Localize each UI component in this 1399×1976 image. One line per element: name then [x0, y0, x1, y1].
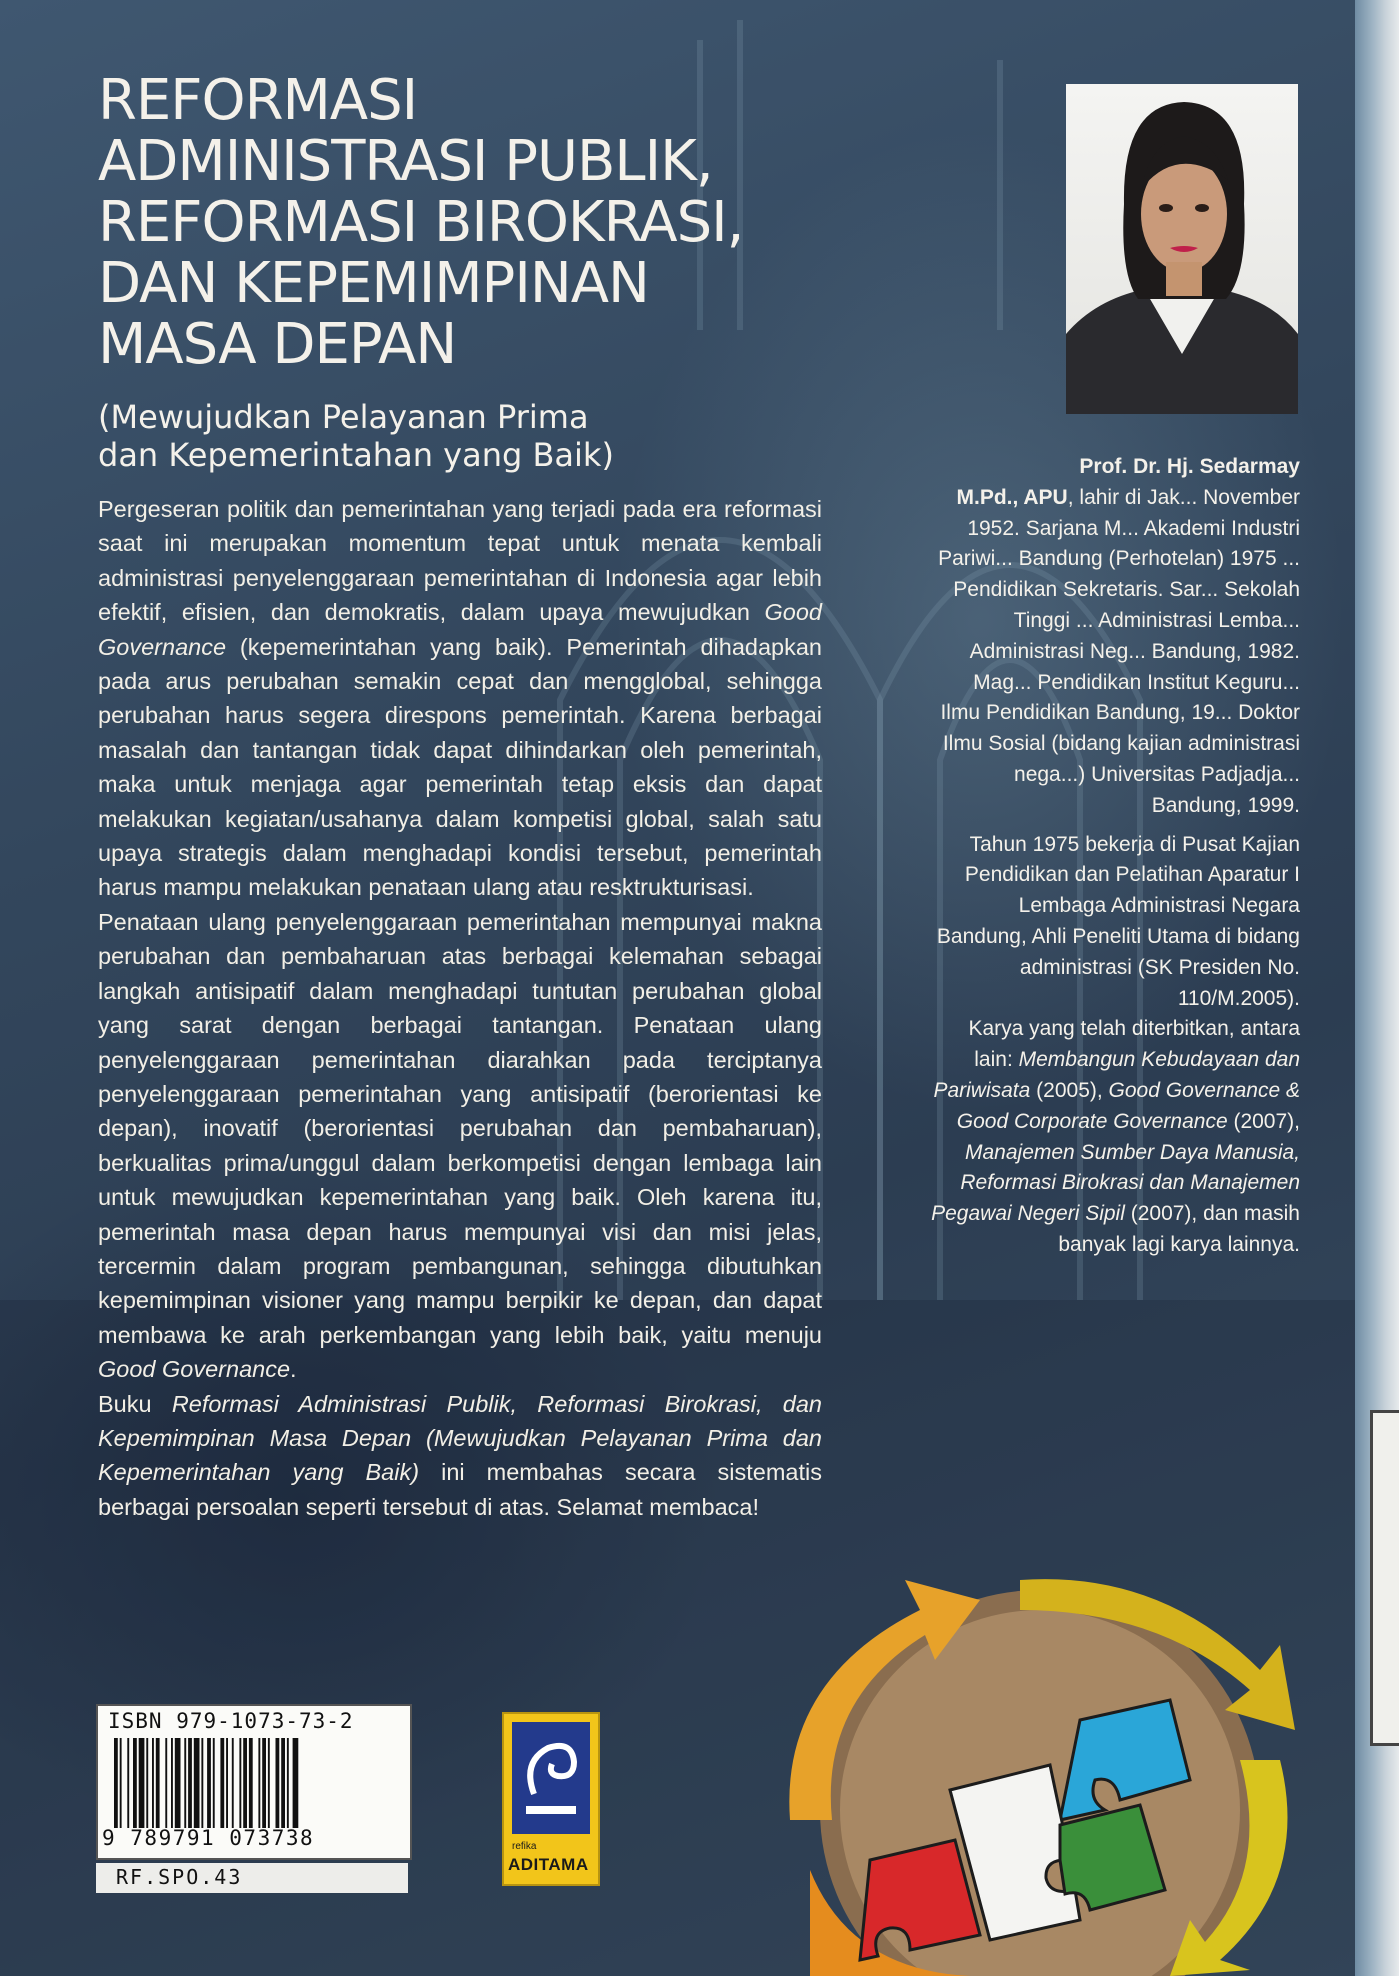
barcode-bar: [114, 1738, 118, 1828]
barcode-bar: [201, 1738, 203, 1828]
barcode-bar: [175, 1738, 181, 1828]
catalog-code: RF.SPO.43: [116, 1865, 243, 1889]
barcode-bar: [213, 1738, 215, 1828]
author-name: Prof. Dr. Hj. Sedarmay: [1079, 455, 1300, 478]
barcode-bar: [239, 1738, 241, 1828]
title-line: MASA DEPAN: [98, 312, 457, 377]
barcode-bar: [268, 1738, 270, 1828]
barcode-number: 9 789791 073738: [102, 1826, 315, 1850]
title-line: REFORMASI: [98, 68, 418, 133]
barcode-bar: [120, 1738, 122, 1828]
title-line: ADMINISTRASI PUBLIK,: [98, 129, 713, 194]
subtitle-line: (Mewujudkan Pelayanan Prima: [98, 398, 589, 436]
publisher-name: ADITAMA: [508, 1855, 589, 1874]
author-works: Karya yang telah diterbitkan, antara lain: Membangun Kebudayaan dan Pariwisata (2005), Good Governance & Good Corporate Governance (2007), Manajemen Sumber Daya Manusia, Reformasi Birokrasi dan Manajemen Pegawai Negeri Sipil (2007), dan masih banyak lagi karya lainnya.: [931, 1017, 1300, 1256]
puzzle-arrows-illustration: [720, 1560, 1360, 1976]
publisher-emblem-icon: [512, 1722, 590, 1834]
book-subtitle: [98, 398, 798, 474]
barcode-bars: [110, 1738, 400, 1828]
author-career: Tahun 1975 bekerja di Pusat Kajian Pendidikan dan Pelatihan Aparatur I Lembaga Administrasi Negara Bandung, Ahli Peneliti Utama di bidang administrasi (SK Presiden No. 110/M.2005).: [936, 832, 1300, 1010]
barcode-bar: [258, 1738, 260, 1828]
barcode-bar: [293, 1738, 299, 1828]
barcode-bar: [165, 1738, 167, 1828]
blurb-paragraph-2: Penataan ulang penyelenggaraan pemerintahan mempunyai makna perubahan dan pembaharuan atas berbagai kelemahan sebagai langkah antisipatif dalam menghadapi tuntutan perubahan global yang sarat dengan berbagai tantangan. Penataan ulang penyelenggaraan pemerintahan diarahkan pada terciptanya penyelenggaraan pemerintahan yang antisipatif (berorientasi ke depan), inovatif (berorientasi perubahan dan pembaharuan), berkualitas prima/unggul dalam berkompetisi dengan lembaga lain untuk mewujudkan kepemerintahan yang baik. Oleh karena itu, pemerintah masa depan harus mempunyai visi dan misi jelas, tercermin dalam program pembangunan, sehingga dibutuhkan kepemimpinan visioner yang mampu berpikir ke depan, dan dapat membawa ke arah perkembangan yang lebih baik, yaitu menuju Good Governance.: [98, 908, 822, 1383]
author-photo: [1066, 84, 1298, 414]
isbn-barcode: [96, 1704, 412, 1860]
author-portrait-illustration: [1066, 84, 1298, 414]
barcode-bar: [194, 1738, 200, 1828]
title-line: DAN KEPEMIMPINAN: [98, 251, 649, 316]
barcode-bar: [139, 1738, 145, 1828]
barcode-bar: [281, 1738, 285, 1828]
blurb-paragraph-3: Buku Reformasi Administrasi Publik, Reformasi Birokrasi, dan Kepemimpinan Masa Depan (Mewujudkan Pelayanan Prima dan Kepemerintahan yang Baik) ini membahas secara sistematis berbagai persoalan seperti tersebut di atas. Selamat membaca!: [98, 1390, 822, 1520]
barcode-bar: [226, 1738, 228, 1828]
blurb-paragraph-1: Pergeseran politik dan pemerintahan yang terjadi pada era reformasi saat ini merupakan momentum tepat untuk menata kembali administrasi penyelenggaraan pemerintahan di Indonesia agar lebih efektif, efisien, dan demokratis, dalam upaya mewujudkan Good Governance (kepemerintahan yang baik). Pemerintah dihadapkan pada arus perubahan semakin cepat dan mengglobal, sehingga perubahan harus segera direspons pemerintah. Karena berbagai masalah dan tantangan tidak dapat dihindarkan oleh pemerintah, maka untuk menjaga agar pemerintah tetap eksis dan dapat melakukan kegiatan/usahanya dalam kompetisi global, salah satu upaya strategis dalam menghadapi kondisi tersebut, pemerintah harus mampu melakukan penataan ulang atau resktrukturisasi.: [98, 496, 822, 901]
barcode-bar: [188, 1738, 192, 1828]
barcode-bar: [171, 1738, 173, 1828]
barcode-bar: [207, 1738, 211, 1828]
isbn-label: ISBN 979-1073-73-2: [108, 1709, 354, 1733]
publisher-emblem: [512, 1722, 590, 1834]
barcode-bar: [243, 1738, 247, 1828]
spine-label-tab: [1370, 1410, 1399, 1746]
book-title: [98, 70, 858, 375]
barcode-bar: [276, 1738, 280, 1828]
catalog-code-label: [96, 1863, 408, 1893]
author-degree: M.Pd., APU: [956, 485, 1068, 509]
publisher-logo: [502, 1712, 600, 1886]
barcode-bar: [220, 1738, 224, 1828]
author-bio: [930, 452, 1300, 1261]
barcode-bar: [262, 1738, 266, 1828]
barcode-bar: [184, 1738, 186, 1828]
title-line: REFORMASI BIROKRASI,: [98, 190, 744, 255]
barcode-bar: [232, 1738, 234, 1828]
barcode-bar: [249, 1738, 253, 1828]
author-bio-paragraph: Prof. Dr. Hj. Sedarmay M.Pd., APU, lahir di Jak... November 1952. Sarjana M... Akademi Industri Pariwi... Bandung (Perhotelan) 1975 ... Pendidikan Sekretaris. Sar... Sekolah Tinggi ... Administrasi Lemba... Administrasi Neg... Bandung, 1982. Mag... Pendidikan Institut Keguru... Ilmu Pendidikan Bandung, 19... Doktor Ilmu Sosial (bidang kajian administrasi nega...) Universitas Padjadja... Bandung, 1999.: [938, 455, 1300, 817]
subtitle-line: dan Kepemerintahan yang Baik): [98, 436, 614, 474]
barcode-bar: [127, 1738, 129, 1828]
barcode-bar: [146, 1738, 148, 1828]
blurb: [98, 492, 822, 1524]
barcode-bar: [152, 1738, 154, 1828]
barcode-bar: [133, 1738, 137, 1828]
barcode-bar: [156, 1738, 160, 1828]
barcode-bar: [287, 1738, 289, 1828]
publisher-small-name: refika: [512, 1841, 537, 1852]
